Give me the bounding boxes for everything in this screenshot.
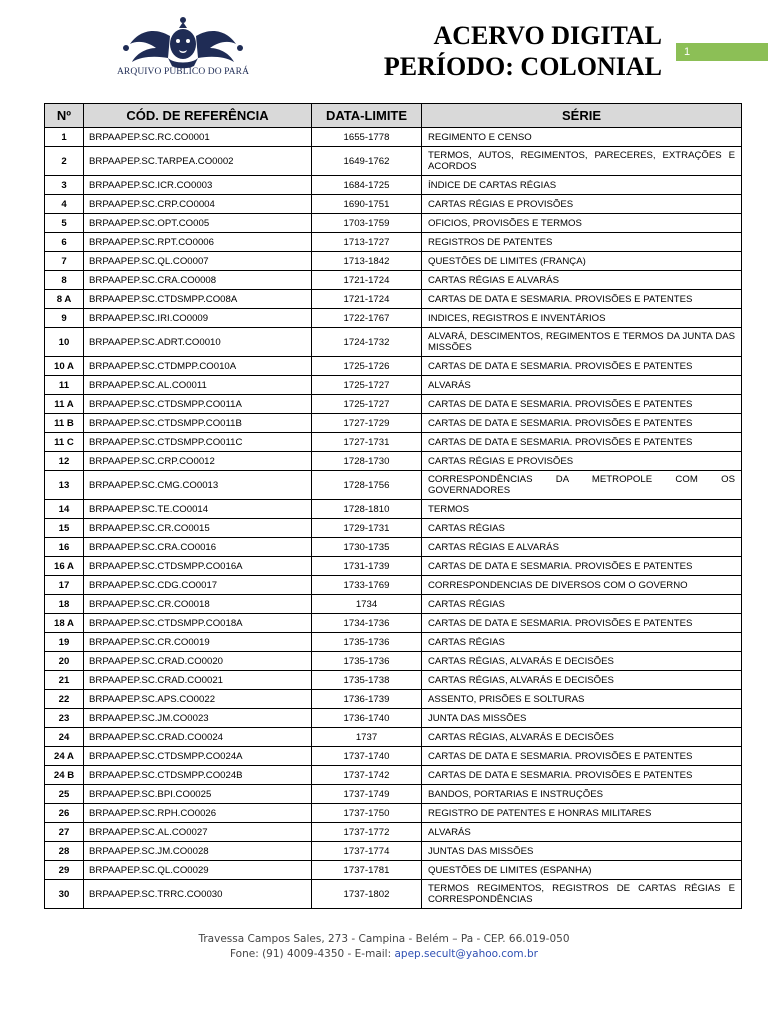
cell-code: BRPAAPEP.SC.CRA.CO0008 (84, 271, 312, 290)
table-row (45, 357, 742, 376)
cell-code: BRPAAPEP.SC.CR.CO0019 (84, 633, 312, 652)
table-row (45, 823, 742, 842)
cell-num: 18 (45, 595, 84, 614)
cell-code: BRPAAPEP.SC.QL.CO0029 (84, 861, 312, 880)
cell-serie: CARTAS RÉGIAS, ALVARÁS E DECISÕES (422, 671, 742, 690)
cell-serie: CARTAS RÉGIAS E PROVISÕES (422, 195, 742, 214)
cell-serie: REGISTROS DE PATENTES (422, 233, 742, 252)
cell-date: 1721-1724 (312, 271, 422, 290)
cell-code: BRPAAPEP.SC.ADRT.CO0010 (84, 328, 312, 357)
table-row (45, 880, 742, 909)
cell-serie: TERMOS, AUTOS, REGIMENTOS, PARECERES, EXTRAÇÕES E ACORDOS (422, 147, 742, 176)
table-row (45, 471, 742, 500)
cell-code: BRPAAPEP.SC.CTDSMPP.CO08A (84, 290, 312, 309)
table-row (45, 842, 742, 861)
table-header-row (45, 104, 742, 128)
cell-date: 1735-1738 (312, 671, 422, 690)
cell-code: BRPAAPEP.SC.ICR.CO0003 (84, 176, 312, 195)
table-row (45, 452, 742, 471)
cell-code: BRPAAPEP.SC.QL.CO0007 (84, 252, 312, 271)
cell-num: 24 A (45, 747, 84, 766)
cell-date: 1734 (312, 595, 422, 614)
cell-code: BRPAAPEP.SC.CRAD.CO0021 (84, 671, 312, 690)
cell-date: 1713-1842 (312, 252, 422, 271)
cell-code: BRPAAPEP.SC.CTDSMPP.CO011C (84, 433, 312, 452)
cell-num: 10 A (45, 357, 84, 376)
cell-date: 1703-1759 (312, 214, 422, 233)
cell-code: BRPAAPEP.SC.CMG.CO0013 (84, 471, 312, 500)
table-row (45, 395, 742, 414)
cell-num: 6 (45, 233, 84, 252)
cell-date: 1725-1727 (312, 395, 422, 414)
cell-code: BRPAAPEP.SC.JM.CO0028 (84, 842, 312, 861)
table-row (45, 747, 742, 766)
cell-date: 1727-1729 (312, 414, 422, 433)
cell-num: 17 (45, 576, 84, 595)
document-title (384, 20, 662, 82)
cell-date: 1737-1802 (312, 880, 422, 909)
cell-num: 23 (45, 709, 84, 728)
table-row (45, 785, 742, 804)
cell-serie: JUNTA DAS MISSÕES (422, 709, 742, 728)
table-row (45, 433, 742, 452)
logo-caption: ARQUIVO PÚBLICO DO PARÁ (116, 67, 250, 77)
cell-date: 1684-1725 (312, 176, 422, 195)
cell-num: 25 (45, 785, 84, 804)
cell-code: BRPAAPEP.SC.CTDSMPP.CO024A (84, 747, 312, 766)
cell-serie: CARTAS DE DATA E SESMARIA. PROVISÕES E PATENTES (422, 614, 742, 633)
cell-serie: CARTAS RÉGIAS E ALVARÁS (422, 271, 742, 290)
cell-code: BRPAAPEP.SC.CTDSMPP.CO018A (84, 614, 312, 633)
cell-num: 13 (45, 471, 84, 500)
cell-code: BRPAAPEP.SC.TARPEA.CO0002 (84, 147, 312, 176)
header-code: CÓD. DE REFERÊNCIA (84, 104, 312, 128)
table-row (45, 147, 742, 176)
cell-date: 1737-1781 (312, 861, 422, 880)
cell-num: 12 (45, 452, 84, 471)
cell-serie: CORRESPONDENCIAS DE DIVERSOS COM O GOVERNO (422, 576, 742, 595)
cell-num: 29 (45, 861, 84, 880)
cell-serie: CARTAS DE DATA E SESMARIA. PROVISÕES E PATENTES (422, 433, 742, 452)
cell-code: BRPAAPEP.SC.OPT.CO005 (84, 214, 312, 233)
cell-date: 1737-1750 (312, 804, 422, 823)
table-row (45, 328, 742, 357)
cell-code: BRPAAPEP.SC.CRAD.CO0020 (84, 652, 312, 671)
cell-num: 26 (45, 804, 84, 823)
table-row (45, 728, 742, 747)
table-row (45, 309, 742, 328)
table-row (45, 233, 742, 252)
cell-num: 10 (45, 328, 84, 357)
table-row (45, 804, 742, 823)
cell-code: BRPAAPEP.SC.CR.CO0015 (84, 519, 312, 538)
cell-num: 24 B (45, 766, 84, 785)
table-row (45, 538, 742, 557)
cell-date: 1736-1739 (312, 690, 422, 709)
footer-email-link[interactable]: apep.secult@yahoo.com.br (394, 948, 538, 960)
cell-serie: CARTAS RÉGIAS (422, 595, 742, 614)
table-row (45, 671, 742, 690)
cell-date: 1735-1736 (312, 652, 422, 671)
table-row (45, 766, 742, 785)
cell-date: 1713-1727 (312, 233, 422, 252)
cell-code: BRPAAPEP.SC.CRP.CO0012 (84, 452, 312, 471)
cell-serie: REGISTRO DE PATENTES E HONRAS MILITARES (422, 804, 742, 823)
cell-serie: CARTAS RÉGIAS E ALVARÁS (422, 538, 742, 557)
cell-num: 11 C (45, 433, 84, 452)
table-row (45, 252, 742, 271)
cell-date: 1731-1739 (312, 557, 422, 576)
cell-serie: CARTAS RÉGIAS, ALVARÁS E DECISÕES (422, 728, 742, 747)
cell-serie: CARTAS RÉGIAS (422, 633, 742, 652)
cell-num: 11 (45, 376, 84, 395)
cell-num: 19 (45, 633, 84, 652)
cell-date: 1734-1736 (312, 614, 422, 633)
cell-date: 1730-1735 (312, 538, 422, 557)
footer-address: Travessa Campos Sales, 273 - Campina - Belém – Pa - CEP. 66.019-050 (198, 933, 570, 945)
cell-num: 28 (45, 842, 84, 861)
cell-date: 1690-1751 (312, 195, 422, 214)
cell-date: 1727-1731 (312, 433, 422, 452)
cell-serie: TERMOS (422, 500, 742, 519)
cell-date: 1728-1756 (312, 471, 422, 500)
cell-serie: JUNTAS DAS MISSÕES (422, 842, 742, 861)
cell-num: 27 (45, 823, 84, 842)
table-row (45, 128, 742, 147)
cell-date: 1735-1736 (312, 633, 422, 652)
cell-date: 1737 (312, 728, 422, 747)
cell-code: BRPAAPEP.SC.AL.CO0011 (84, 376, 312, 395)
cell-serie: OFICIOS, PROVISÕES E TERMOS (422, 214, 742, 233)
cell-date: 1724-1732 (312, 328, 422, 357)
cell-num: 8 (45, 271, 84, 290)
cell-date: 1737-1772 (312, 823, 422, 842)
header-num: Nº (45, 104, 84, 128)
cell-num: 15 (45, 519, 84, 538)
table-row (45, 557, 742, 576)
cell-num: 9 (45, 309, 84, 328)
cell-date: 1737-1749 (312, 785, 422, 804)
cell-serie: CARTAS DE DATA E SESMARIA. PROVISÕES E PATENTES (422, 357, 742, 376)
table-row (45, 376, 742, 395)
cell-date: 1728-1730 (312, 452, 422, 471)
cell-date: 1649-1762 (312, 147, 422, 176)
cell-serie: ALVARÁS (422, 376, 742, 395)
cell-num: 11 A (45, 395, 84, 414)
cell-code: BRPAAPEP.SC.CTDSMPP.CO016A (84, 557, 312, 576)
cell-serie: CARTAS DE DATA E SESMARIA. PROVISÕES E PATENTES (422, 414, 742, 433)
cell-serie: ASSENTO, PRISÕES E SOLTURAS (422, 690, 742, 709)
cell-num: 16 (45, 538, 84, 557)
cell-num: 24 (45, 728, 84, 747)
cell-num: 2 (45, 147, 84, 176)
cell-num: 11 B (45, 414, 84, 433)
table-row (45, 652, 742, 671)
cell-date: 1728-1810 (312, 500, 422, 519)
table-row (45, 690, 742, 709)
cell-num: 18 A (45, 614, 84, 633)
cell-date: 1722-1767 (312, 309, 422, 328)
cell-code: BRPAAPEP.SC.CTDMPP.CO010A (84, 357, 312, 376)
cell-date: 1721-1724 (312, 290, 422, 309)
cell-date: 1736-1740 (312, 709, 422, 728)
cell-serie: INDICES, REGISTROS E INVENTÁRIOS (422, 309, 742, 328)
cell-serie: REGIMENTO E CENSO (422, 128, 742, 147)
table-row (45, 576, 742, 595)
cell-code: BRPAAPEP.SC.RPT.CO0006 (84, 233, 312, 252)
cell-num: 8 A (45, 290, 84, 309)
cell-code: BRPAAPEP.SC.CRA.CO0016 (84, 538, 312, 557)
cell-date: 1725-1727 (312, 376, 422, 395)
cell-serie: ALVARÁ, DESCIMENTOS, REGIMENTOS E TERMOS DA JUNTA DAS MISSÕES (422, 328, 742, 357)
cell-num: 16 A (45, 557, 84, 576)
table-body (45, 128, 742, 909)
cell-num: 1 (45, 128, 84, 147)
cell-date: 1655-1778 (312, 128, 422, 147)
cell-num: 7 (45, 252, 84, 271)
cell-serie: QUESTÕES DE LIMITES (ESPANHA) (422, 861, 742, 880)
cell-date: 1737-1740 (312, 747, 422, 766)
cell-serie: CARTAS RÉGIAS, ALVARÁS E DECISÕES (422, 652, 742, 671)
cell-code: BRPAAPEP.SC.IRI.CO0009 (84, 309, 312, 328)
cell-code: BRPAAPEP.SC.CR.CO0018 (84, 595, 312, 614)
cell-serie: CARTAS DE DATA E SESMARIA. PROVISÕES E PATENTES (422, 290, 742, 309)
cell-serie: CARTAS DE DATA E SESMARIA. PROVISÕES E PATENTES (422, 395, 742, 414)
cell-code: BRPAAPEP.SC.CRP.CO0004 (84, 195, 312, 214)
cell-date: 1737-1742 (312, 766, 422, 785)
cell-code: BRPAAPEP.SC.CTDSMPP.CO011B (84, 414, 312, 433)
table-row (45, 271, 742, 290)
header-serie: SÉRIE (422, 104, 742, 128)
title-line-1: ACERVO DIGITAL (433, 21, 662, 50)
cell-code: BRPAAPEP.SC.RPH.CO0026 (84, 804, 312, 823)
table-row (45, 614, 742, 633)
header-date: DATA-LIMITE (312, 104, 422, 128)
cell-code: BRPAAPEP.SC.APS.CO0022 (84, 690, 312, 709)
cell-code: BRPAAPEP.SC.JM.CO0023 (84, 709, 312, 728)
title-line-2: PERÍODO: COLONIAL (383, 52, 662, 81)
cell-num: 5 (45, 214, 84, 233)
cell-serie: ÍNDICE DE CARTAS RÉGIAS (422, 176, 742, 195)
cell-num: 30 (45, 880, 84, 909)
cell-num: 4 (45, 195, 84, 214)
cell-date: 1733-1769 (312, 576, 422, 595)
cell-code: BRPAAPEP.SC.TE.CO0014 (84, 500, 312, 519)
table-row (45, 500, 742, 519)
page-number-tab: 1 (676, 43, 768, 61)
table-row (45, 709, 742, 728)
cell-code: BRPAAPEP.SC.RC.CO0001 (84, 128, 312, 147)
table-row (45, 519, 742, 538)
table-row (45, 214, 742, 233)
cell-code: BRPAAPEP.SC.CRAD.CO0024 (84, 728, 312, 747)
table-row (45, 633, 742, 652)
footer-phone: Fone: (91) 4009-4350 - E-mail: (230, 948, 395, 960)
cell-serie: CARTAS DE DATA E SESMARIA. PROVISÕES E PATENTES (422, 557, 742, 576)
cell-serie: CARTAS DE DATA E SESMARIA. PROVISÕES E PATENTES (422, 766, 742, 785)
cell-num: 22 (45, 690, 84, 709)
table-row (45, 861, 742, 880)
table-row (45, 595, 742, 614)
cell-serie: QUESTÕES DE LIMITES (FRANÇA) (422, 252, 742, 271)
cell-date: 1725-1726 (312, 357, 422, 376)
cell-serie: TERMOS REGIMENTOS, REGISTROS DE CARTAS RÉGIAS E CORRESPONDÊNCIAS (422, 880, 742, 909)
cell-date: 1737-1774 (312, 842, 422, 861)
cell-serie: CORRESPONDÊNCIAS DA METROPOLE COM OS GOVERNADORES (422, 471, 742, 500)
table-row (45, 414, 742, 433)
cell-num: 20 (45, 652, 84, 671)
cell-date: 1729-1731 (312, 519, 422, 538)
cell-code: BRPAAPEP.SC.TRRC.CO0030 (84, 880, 312, 909)
table-row (45, 290, 742, 309)
cell-num: 21 (45, 671, 84, 690)
cell-code: BRPAAPEP.SC.BPI.CO0025 (84, 785, 312, 804)
cell-serie: CARTAS DE DATA E SESMARIA. PROVISÕES E PATENTES (422, 747, 742, 766)
table-row (45, 195, 742, 214)
cell-code: BRPAAPEP.SC.CTDSMPP.CO024B (84, 766, 312, 785)
table-row (45, 176, 742, 195)
footer-contact (0, 948, 768, 960)
cell-code: BRPAAPEP.SC.CTDSMPP.CO011A (84, 395, 312, 414)
cell-serie: BANDOS, PORTARIAS E INSTRUÇÕES (422, 785, 742, 804)
cell-serie: CARTAS RÉGIAS E PROVISÕES (422, 452, 742, 471)
cell-serie: CARTAS RÉGIAS (422, 519, 742, 538)
cell-code: BRPAAPEP.SC.AL.CO0027 (84, 823, 312, 842)
cell-num: 14 (45, 500, 84, 519)
acervo-table (44, 103, 742, 909)
cell-code: BRPAAPEP.SC.CDG.CO0017 (84, 576, 312, 595)
cell-serie: ALVARÁS (422, 823, 742, 842)
cell-num: 3 (45, 176, 84, 195)
